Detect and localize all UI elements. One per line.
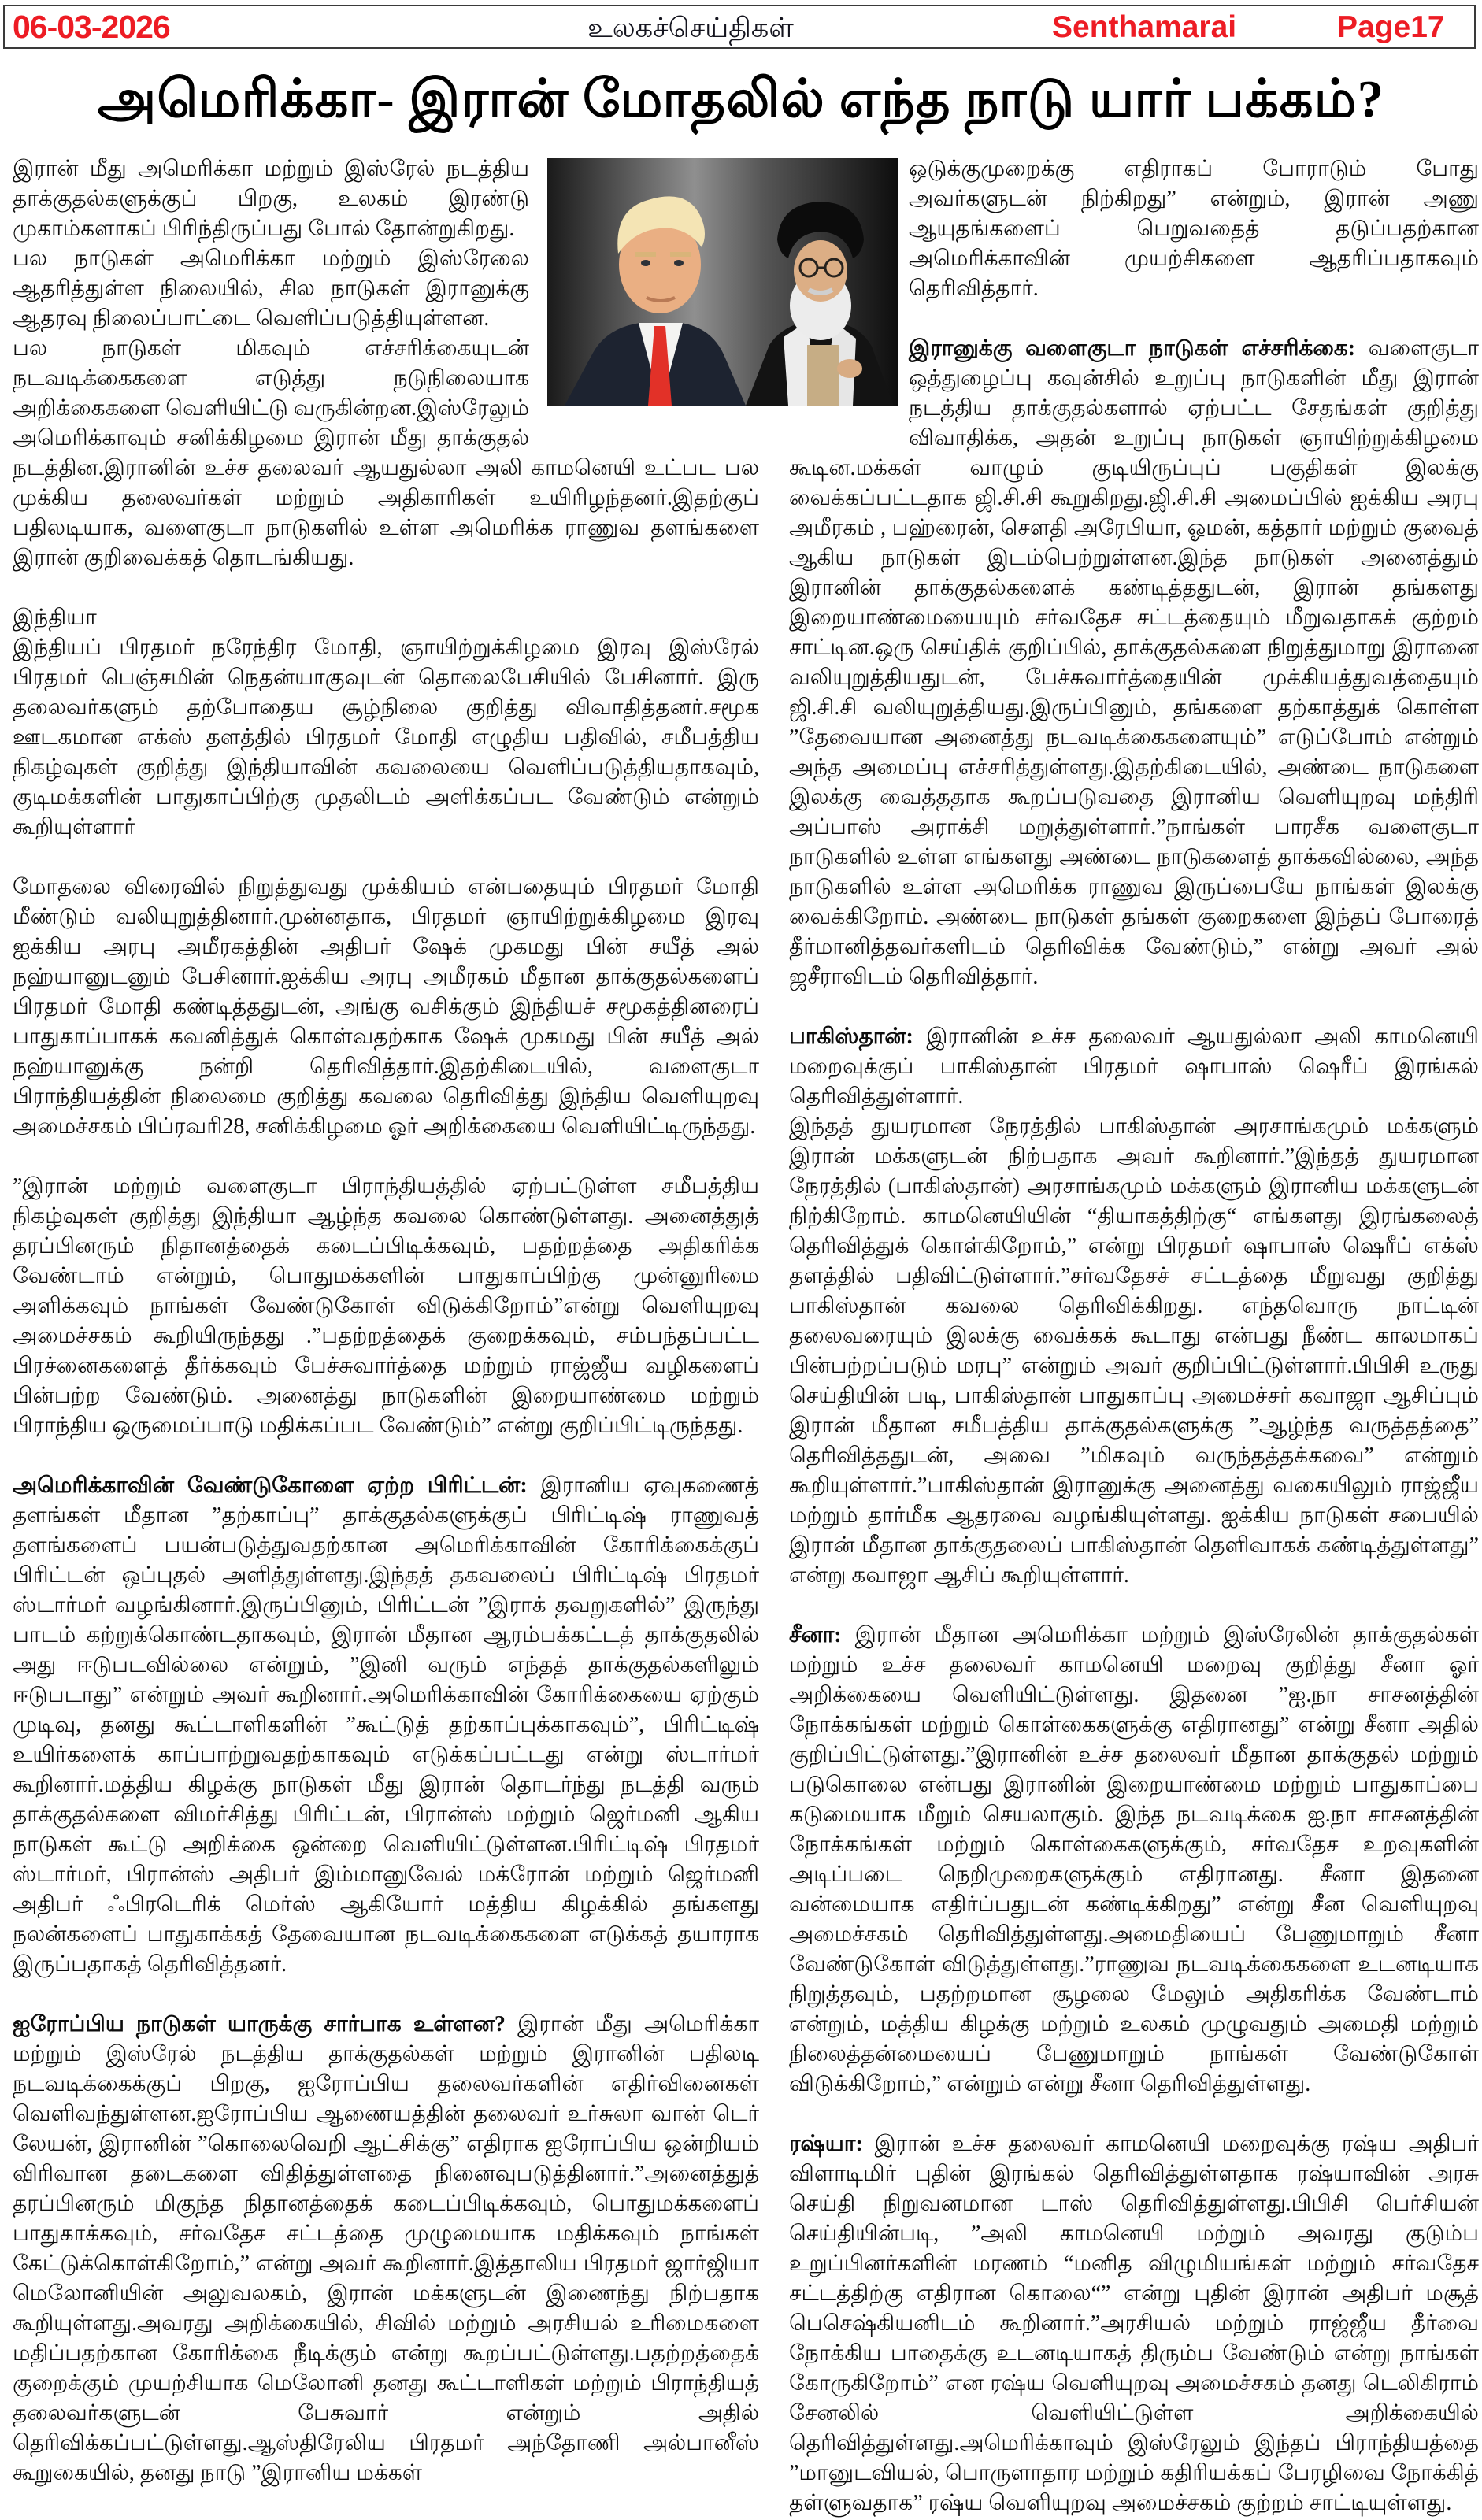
paragraph-lead: பாகிஸ்தான்: <box>789 1025 913 1049</box>
article-paragraph: பாகிஸ்தான்: இரானின் உச்ச தலைவர் ஆயதுல்லா அலி காமனெயி மறைவுக்குப் பாகிஸ்தான் பிரதமர் ஷாபாஸ் ஷெரீப் இரங்கல் தெரிவித்துள்ளார். <box>789 1025 1479 1109</box>
article-paragraph: சீனா: இரான் மீதான அமெரிக்கா மற்றும் இஸ்ரேலின் தாக்குதல்கள் மற்றும் உச்ச தலைவர் காமனெயி மறைவு குறித்து சீனா ஓர் அறிக்கையை வெளியிட்டுள்ளது. இதனை ”ஐ.நா சாசனத்தின் நோக்கங்கள் மற்றும் கொள்கைகளுக்கு எதிரானது” என்று சீனா அதில் குறிப்பிட்டுள்ளது.”இரானின் உச்ச தலைவர் மீதான தாக்குதல் மற்றும் படுகொலை என்பது இரானின் இறையாண்மை மற்றும் பாதுகாப்பை கடுமையாக மீறும் செயலாகும். இந்த நடவடிக்கை ஐ.நா சாசனத்தின் நோக்கங்கள் மற்றும் கொள்கைகளுக்கும், சர்வதேச உறவுகளின் அடிப்படை நெறிமுறைகளுக்கும் எதிரானது. சீனா இதனை வன்மையாக எதிர்ப்பதுடன் கண்டிக்கிறது” என்று சீன வெளியுறவு அமைச்சகம் தெரிவித்துள்ளது.அமைதியைப் பேணுமாறும் சீனா வேண்டுகோள் விடுத்துள்ளது.”ராணுவ நடவடிக்கைகளை உடனடியாக நிறுத்தவும், பதற்றமான சூழலை மேலும் அதிகரிக்க வேண்டாம் என்றும், மத்திய கிழக்கு மற்றும் உலகம் முழுவதும் அமைதி மற்றும் நிலைத்தன்மையைப் பேணுமாறும் நாங்கள் வேண்டுகோள் விடுக்கிறோம்,” என்றும் என்று சீனா தெரிவித்துள்ளது. <box>789 1623 1479 2096</box>
date-label: 06-03-2026 <box>13 9 170 45</box>
article-paragraph: பல நாடுகள் மிகவும் எச்சரிக்கையுடன் நடவடிக்கைகளை எடுத்து நடுநிலையாக அறிக்கைகளை வெளியிட்டு வருகின்றன.இஸ்ரேலும் அமெரிக்காவும் சனிக்கிழமை இரான் மீது தாக்குதல் நடத்தின.இரானின் உச்ச தலைவர் ஆயதுல்லா அலி காமனெயி உட்பட பல முக்கிய தலைவர்கள் மற்றும் அதிகாரிகள் உயிரிழந்தனர்.இதற்குப் பதிலடியாக, வளைகுடா நாடுகளில் உள்ள அமெரிக்க ராணுவ தளங்களை இரான் குறிவைக்கத் தொடங்கியது. <box>13 336 759 570</box>
page-number: Page17 <box>1337 10 1445 44</box>
photo-wrap-spacer-right <box>789 154 909 428</box>
article-paragraph: பல நாடுகள் அமெரிக்கா மற்றும் இஸ்ரேலை ஆதரித்துள்ள நிலையில், சில நாடுகள் இரானுக்கு ஆதரவு நிலைப்பாட்டை வெளிப்படுத்தியுள்ளன. <box>13 246 529 331</box>
paragraph-lead: ரஷ்யா: <box>789 2132 863 2156</box>
paragraph-lead: இரானுக்கு வளைகுடா நாடுகள் எச்சரிக்கை: <box>909 336 1356 361</box>
paragraph-lead: ஐரோப்பிய நாடுகள் யாருக்கு சார்பாக உள்ளன? <box>13 2012 506 2036</box>
section-heading: இந்தியா <box>13 606 97 630</box>
masthead <box>3 5 1476 49</box>
article-paragraph: இந்தியப் பிரதமர் நரேந்திர மோதி, ஞாயிற்றுக்கிழமை இரவு இஸ்ரேல் பிரதமர் பெஞ்சமின் நெதன்யாகுவுடன் தொலைபேசியில் பேசினார். இரு தலைவர்களும் தற்போதைய சூழ்நிலை குறித்து விவாதித்தனர்.சமூக ஊடகமான எக்ஸ் தளத்தில் பிரதமர் மோதி எழுதிய பதிவில், சமீபத்திய நிகழ்வுகள் குறித்து இந்தியாவின் கவலையை வெளிப்படுத்தியதாகவும், குடிமக்களின் பாதுகாப்பிற்கு முதலிடம் அளிக்கப்பட வேண்டும் என்றும் கூறியுள்ளார் <box>13 636 760 839</box>
article-paragraph: ஒடுக்குமுறைக்கு எதிராகப் போராடும் போது அவர்களுடன் நிற்கிறது” என்றும், இரான் அணு ஆயுதங்களைப் பெறுவதைத் தடுப்பதற்கான அமெரிக்காவின் முயற்சிகளை ஆதரிப்பதாகவும் தெரிவித்தார். <box>909 157 1479 301</box>
article-paragraph: அமெரிக்காவின் வேண்டுகோளை ஏற்ற பிரிட்டன்: இரானிய ஏவுகணைத் தளங்கள் மீதான ”தற்காப்பு” தாக்குதல்களுக்குப் பிரிட்டிஷ் ராணுவத் தளங்களைப் பயன்படுத்துவதற்கான அமெரிக்காவின் கோரிக்கைக்குப் பிரிட்டன் ஒப்புதல் அளித்துள்ளது.இந்தத் தகவலைப் பிரிட்டிஷ் பிரதமர் ஸ்டார்மர் வழங்கினார்.இருப்பினும், பிரிட்டன் ”இராக் தவறுகளில்” இருந்து பாடம் கற்றுக்கொண்டதாகவும், இரான் மீதான ஆரம்பக்கட்டத் தாக்குதலில் அது ஈடுபடவில்லை என்றும், ”இனி வரும் எந்தத் தாக்குதல்களிலும் ஈடுபடாது” என்றும் அவர் கூறினார்.அமெரிக்காவின் கோரிக்கையை ஏற்கும் முடிவு, தனது கூட்டாளிகளின் ”கூட்டுத் தற்காப்புக்காகவும்”, பிரிட்டிஷ் உயிர்களைக் காப்பாற்றுவதற்காகவும் எடுக்கப்பட்டது என்று ஸ்டார்மர் கூறினார்.மத்திய கிழக்கு நாடுகள் மீது இரான் தொடர்ந்து நடத்தி வரும் தாக்குதல்களை விமர்சித்து பிரிட்டன், பிரான்ஸ் மற்றும் ஜெர்மனி ஆகிய நாடுகள் கூட்டு அறிக்கை ஒன்றை வெளியிட்டுள்ளன.பிரிட்டிஷ் பிரதமர் ஸ்டார்மர், பிரான்ஸ் அதிபர் இம்மானுவேல் மக்ரோன் மற்றும் ஜெர்மனி அதிபர் ஃபிரடெரிக் மெர்ஸ் ஆகியோர் மத்திய கிழக்கில் தங்களது நலன்களைப் பாதுகாக்கத் தேவையான நடவடிக்கைகளை எடுக்கத் தயாராக இருப்பதாகத் தெரிவித்தனர். <box>13 1473 760 1977</box>
article-column-right <box>789 154 1479 2518</box>
article-paragraph: ஐரோப்பிய நாடுகள் யாருக்கு சார்பாக உள்ளன? இரான் மீது அமெரிக்கா மற்றும் இஸ்ரேல் நடத்திய தாக்குதல்கள் மற்றும் இரானின் பதிலடி நடவடிக்கைக்குப் பிறகு, ஐரோப்பிய தலைவர்களின் எதிர்வினைகள் வெளிவந்துள்ளன.ஐரோப்பிய ஆணையத்தின் தலைவர் உர்சுலா வான் டெர் லேயன், இரானின் ”கொலைவெறி ஆட்சிக்கு” எதிராக ஐரோப்பிய ஒன்றியம் விரிவான தடைகளை விதித்துள்ளதை நினைவுபடுத்தினார்.”அனைத்துத் தரப்பினரும் மிகுந்த நிதானத்தைக் கடைப்பிடிக்கவும், பொதுமக்களைப் பாதுகாக்கவும், சர்வதேச சட்டத்தை முழுமையாக மதிக்கவும் நாங்கள் கேட்டுக்கொள்கிறோம்,” என்று அவர் கூறினார்.இத்தாலிய பிரதமர் ஜார்ஜியா மெலோனியின் அலுவலகம், இரான் மக்களுடன் இணைந்து நிற்பதாக கூறியுள்ளது.அவரது அறிக்கையில், சிவில் மற்றும் அரசியல் உரிமைகளை மதிப்பதற்கான கோரிக்கை நீடிக்கும் என்று கூறப்பட்டுள்ளது.பதற்றத்தைக் குறைக்கும் முயற்சியாக மெலோனி தனது கூட்டாளிகள் மற்றும் பிராந்தியத் தலைவர்களுடன் பேசுவார் என்றும் அதில் தெரிவிக்கப்பட்டுள்ளது.ஆஸ்திரேலிய பிரதமர் அந்தோணி அல்பானீஸ் கூறுகையில், தனது நாடு ”இரானிய மக்கள் <box>13 2012 760 2485</box>
article-column-left <box>13 154 759 2488</box>
paragraph-lead: சீனா: <box>789 1623 842 1647</box>
section-title: உலகச்செய்திகள் <box>587 13 794 43</box>
article-paragraph: ”இரான் மற்றும் வளைகுடா பிராந்தியத்தில் ஏற்பட்டுள்ள சமீபத்திய நிகழ்வுகள் குறித்து இந்தியா ஆழ்ந்த கவலை கொண்டுள்ளது. அனைத்துத் தரப்பினரும் நிதானத்தைக் கடைப்பிடிக்கவும், பதற்றத்தை அதிகரிக்க வேண்டாம் என்றும், பொதுமக்களின் பாதுகாப்பிற்கு முன்னுரிமை அளிக்கவும் நாங்கள் வேண்டுகோள் விடுக்கிறோம்”என்று வெளியுறவு அமைச்சகம் கூறியிருந்தது .”பதற்றத்தைக் குறைக்கவும், சம்பந்தப்பட்ட பிரச்னைகளைத் தீர்க்கவும் பேச்சுவார்த்தை மற்றும் ராஜ்ஜீய வழிகளைப் பின்பற்ற வேண்டும். அனைத்து நாடுகளின் இறையாண்மை மற்றும் பிராந்திய ஒருமைப்பாடு மதிக்கப்பட வேண்டும்” என்று குறிப்பிட்டிருந்தது. <box>13 1174 759 1438</box>
article-paragraph: மோதலை விரைவில் நிறுத்துவது முக்கியம் என்பதையும் பிரதமர் மோதி மீண்டும் வலியுறுத்தினார்.முன்னதாக, பிரதமர் ஞாயிற்றுக்கிழமை இரவு ஐக்கிய அரபு அமீரகத்தின் அதிபர் ஷேக் முகமது பின் சயீத் அல் நஹ்யானுடனும் பேசினார்.ஐக்கிய அரபு அமீரகம் மீதான தாக்குதல்களைப் பிரதமர் மோதி கண்டித்ததுடன், அங்கு வசிக்கும் இந்தியச் சமூகத்தினரைப் பாதுகாப்பாகக் கவனித்துக் கொள்வதற்காக ஷேக் முகமது பின் சயீத் அல் நஹ்யானுக்கு நன்றி தெரிவித்தார்.இதற்கிடையில், வளைகுடா பிராந்தியத்தின் நிலைமை குறித்து கவலை தெரிவித்து இந்திய வெளியுறவு அமைச்சகம் பிப்ரவரி28, சனிக்கிழமை ஓர் அறிக்கையை வெளியிட்டிருந்தது. <box>13 875 760 1139</box>
article-headline: அமெரிக்கா- இரான் மோதலில் எந்த நாடு யார் பக்கம்? <box>97 70 1385 128</box>
paragraph-lead: அமெரிக்காவின் வேண்டுகோளை ஏற்ற பிரிட்டன்: <box>13 1473 528 1498</box>
article-paragraph: இந்தத் துயரமான நேரத்தில் பாகிஸ்தான் அரசாங்கமும் மக்களும் இரான் மக்களுடன் நிற்பதாக அவர் கூறினார்.”இந்தத் துயரமான நேரத்தில் (பாகிஸ்தான்) அரசாங்கமும் மக்களும் இரானிய மக்களுடன் நிற்கிறோம். காமனெயியின் “தியாகத்திற்கு“ எங்களது இரங்கலைத் தெரிவித்துக் கொள்கிறோம்,” என்று பிரதமர் ஷாபாஸ் ஷெரீப் எக்ஸ் தளத்தில் பதிவிட்டுள்ளார்.”சர்வதேசச் சட்டத்தை மீறுவது குறித்து பாகிஸ்தான் கவலை தெரிவிக்கிறது. எந்தவொரு நாட்டின் தலைவரையும் இலக்கு வைக்கக் கூடாது என்பது நீண்ட காலமாகப் பின்பற்றப்படும் மரபு” என்றும் அவர் குறிப்பிட்டுள்ளார்.பிபிசி உருது செய்தியின் படி, பாகிஸ்தான் பாதுகாப்பு அமைச்சர் கவாஜா ஆசிப்பும் இரான் மீதான சமீபத்திய தாக்குதல்களுக்கு ”ஆழ்ந்த வருத்தத்தை” தெரிவித்ததுடன், அவை ”மிகவும் வருந்தத்தக்கவை” என்றும் கூறியுள்ளார்.”பாகிஸ்தான் இரானுக்கு அனைத்து வகையிலும் ராஜ்ஜீய மற்றும் தார்மீக ஆதரவை வழங்கியுள்ளது. ஐக்கிய நாடுகள் சபையில் இரான் மீதான தாக்குதலைப் பாகிஸ்தான் தெளிவாகக் கண்டித்துள்ளது” என்று கவாஜா ஆசிப் கூறியுள்ளார். <box>789 1114 1479 1588</box>
article-paragraph: ரஷ்யா: இரான் உச்ச தலைவர் காமனெயி மறைவுக்கு ரஷ்ய அதிபர் விளாடிமிர் புதின் இரங்கல் தெரிவித்துள்ளதாக ரஷ்யாவின் அரசு செய்தி நிறுவனமான டாஸ் தெரிவித்துள்ளது.பிபிசி பெர்சியன் செய்தியின்படி, ”அலி காமனெயி மற்றும் அவரது குடும்ப உறுப்பினர்களின் மரணம் “மனித விழுமியங்கள் மற்றும் சர்வதேச சட்டத்திற்கு எதிரான கொலை“” என்று புதின் இரான் அதிபர் மசூத் பெசெஷ்கியனிடம் கூறினார்.”அரசியல் மற்றும் ராஜ்ஜீய தீர்வை நோக்கிய பாதைக்கு உடனடியாகத் திரும்ப வேண்டும் என்று நாங்கள் கோருகிறோம்” என ரஷ்ய வெளியுறவு அமைச்சகம் தனது டெலிகிராம் சேனலில் வெளியிட்டுள்ள அறிக்கையில் தெரிவித்துள்ளது.அமெரிக்காவும் இஸ்ரேலும் இந்தப் பிராந்தியத்தை ”மானுடவியல், பொருளாதார மற்றும் கதிரியக்கப் பேரழிவை நோக்கித் தள்ளுவதாக” ரஷ்ய வெளியுறவு அமைச்சகம் குற்றம் சாட்டியுள்ளது. <box>789 2132 1479 2515</box>
article-paragraph: இரானுக்கு வளைகுடா நாடுகள் எச்சரிக்கை: வளைகுடா ஒத்துழைப்பு கவுன்சில் உறுப்பு நாடுகளின் மீது இரான் நடத்திய தாக்குதல்களால் ஏற்பட்ட சேதங்கள் குறித்து விவாதிக்க, அதன் உறுப்பு நாடுகள் ஞாயிற்றுக்கிழமை கூடின.மக்கள் வாழும் குடியிருப்புப் பகுதிகள் இலக்கு வைக்கப்பட்டதாக ஜி.சி.சி கூறுகிறது.ஜி.சி.சி அமைப்பில் ஐக்கிய அரபு அமீரகம் , பஹ்ரைன், செளதி அரேபியா, ஓமன், கத்தார் மற்றும் குவைத் ஆகிய நாடுகள் இடம்பெற்றுள்ளன.இந்த நாடுகள் அனைத்தும் இரானின் தாக்குதல்களைக் கண்டித்ததுடன், இரான் தங்களது இறையாண்மையையும் சர்வதேச சட்டத்தையும் மீறுவதாகக் குற்றம் சாட்டின.ஒரு செய்திக் குறிப்பில், தாக்குதல்களை நிறுத்துமாறு இரானை வலியுறுத்தியதுடன், பேச்சுவார்த்தையின் முக்கியத்துவத்தையும் ஜி.சி.சி வலியுறுத்தியது.இருப்பினும், தங்களை தற்காத்துக் கொள்ள ”தேவையான அனைத்து நடவடிக்கைகளையும்” எடுப்போம் என்றும் அந்த அமைப்பு எச்சரித்துள்ளது.இதற்கிடையில், அண்டை நாடுகளை இலக்கு வைத்ததாக கூறப்படுவதை இரானிய வெளியுறவு மந்திரி அப்பாஸ் அராக்சி மறுத்துள்ளார்.”நாங்கள் பாரசீக வளைகுடா நாடுகளில் உள்ள எங்களது அண்டை நாடுகளைத் தாக்கவில்லை, அந்த நாடுகளில் உள்ள அமெரிக்க ராணுவ இருப்பையே நாங்கள் இலக்கு வைக்கிறோம். அண்டை நாடுகள் தங்கள் குறைகளை இந்தப் போரைத் தீர்மானித்தவர்களிடம் தெரிவிக்க வேண்டும்,” என்று அவர் அல் ஜசீராவிடம் தெரிவித்தார். <box>789 336 1479 989</box>
photo-wrap-spacer-left <box>529 154 759 446</box>
paper-name: Senthamarai <box>1052 10 1237 44</box>
article-paragraph: இரான் மீது அமெரிக்கா மற்றும் இஸ்ரேல் நடத்திய தாக்குதல்களுக்குப் பிறகு, உலகம் இரண்டு முகாம்களாகப் பிரிந்திருப்பது போல் தோன்றுகிறது. <box>13 157 529 241</box>
